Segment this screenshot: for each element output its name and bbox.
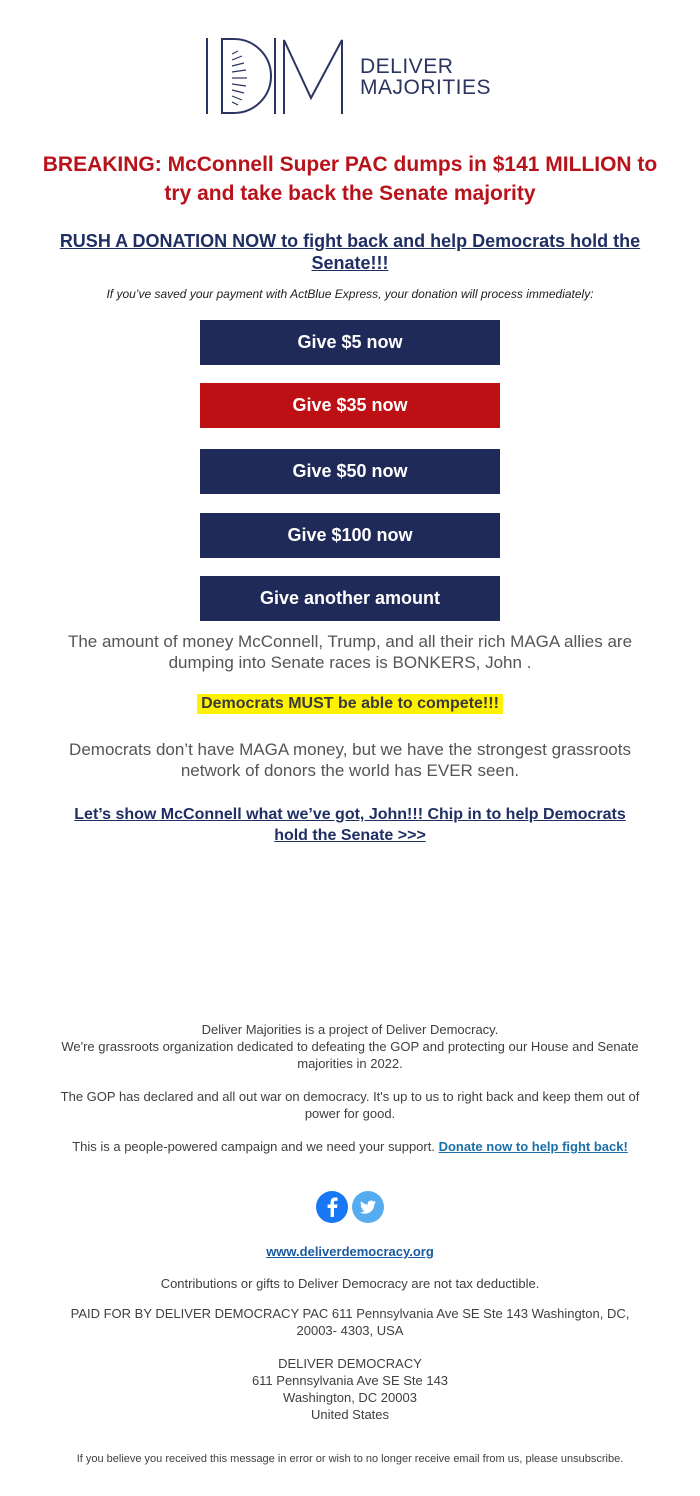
twitter-icon[interactable] bbox=[352, 1191, 384, 1223]
paid-for-disclaimer: PAID FOR BY DELIVER DEMOCRACY PAC 611 Pennsylvania Ave SE Ste 143 Washington, DC, 20003- 4303, USA bbox=[70, 1306, 630, 1338]
footer-support-text: This is a people-powered campaign and we need your support. bbox=[72, 1139, 435, 1154]
body-paragraph-1: The amount of money McConnell, Trump, and all their rich MAGA allies are dumping into Senate races is BONKERS, John . bbox=[67, 632, 633, 672]
give-5-button[interactable]: Give $5 now bbox=[200, 320, 500, 365]
give-35-button[interactable]: Give $35 now bbox=[200, 383, 500, 428]
give-50-button[interactable]: Give $50 now bbox=[200, 449, 500, 494]
body-paragraph-2: Democrats don’t have MAGA money, but we have the strongest grassroots network of donors the world has EVER seen. bbox=[69, 740, 631, 780]
footer-gop-war: The GOP has declared and all out war on democracy. It's up to us to right back and keep them out of power for good. bbox=[60, 1089, 640, 1121]
actblue-express-note: If you’ve saved your payment with ActBlue Express, your donation will process immediately: bbox=[106, 287, 594, 301]
headline: BREAKING: McConnell Super PAC dumps in $141 MILLION to try and take back the Senate majority bbox=[42, 153, 658, 205]
mailing-address bbox=[50, 1355, 650, 1423]
unsubscribe-note: If you believe you received this message in error or wish to no longer receive email from us, please unsubscribe. bbox=[76, 1453, 624, 1465]
address-street: 611 Pennsylvania Ave SE Ste 143 bbox=[251, 1373, 449, 1388]
give-100-button[interactable]: Give $100 now bbox=[200, 513, 500, 558]
website-link[interactable]: www.deliverdemocracy.org bbox=[266, 1244, 434, 1259]
brand-name bbox=[360, 56, 491, 98]
highlight-line bbox=[40, 694, 660, 714]
rush-donation-link[interactable]: RUSH A DONATION NOW to fight back and help Democrats hold the Senate!!! bbox=[59, 231, 641, 273]
facebook-icon[interactable] bbox=[316, 1191, 348, 1223]
highlight-text: Democrats MUST be able to compete!!! bbox=[197, 694, 503, 714]
footer-about bbox=[50, 1021, 650, 1072]
chip-in-link[interactable]: Let’s show McConnell what we’ve got, John!!! Chip in to help Democrats hold the Senate >>> bbox=[74, 806, 626, 844]
brand-name-line2: MAJORITIES bbox=[360, 76, 492, 99]
dm-logo-mark bbox=[204, 36, 354, 120]
brand-name-line1: DELIVER bbox=[360, 55, 454, 78]
footer-support bbox=[50, 1138, 650, 1155]
social-links bbox=[316, 1191, 386, 1225]
tax-note: Contributions or gifts to Deliver Democracy are not tax deductible. bbox=[160, 1276, 540, 1291]
donate-fight-back-link[interactable]: Donate now to help fight back! bbox=[438, 1139, 628, 1154]
give-other-amount-button[interactable]: Give another amount bbox=[200, 576, 500, 621]
brand-logo bbox=[204, 36, 504, 120]
address-org: DELIVER DEMOCRACY bbox=[278, 1356, 422, 1371]
footer-about-line2: We're grassroots organization dedicated to defeating the GOP and protecting our House and Senate majorities in 2022. bbox=[61, 1039, 639, 1071]
address-city: Washington, DC 20003 bbox=[283, 1390, 417, 1405]
address-country: United States bbox=[310, 1407, 390, 1422]
footer-about-line1: Deliver Majorities is a project of Deliver Democracy. bbox=[201, 1022, 499, 1037]
